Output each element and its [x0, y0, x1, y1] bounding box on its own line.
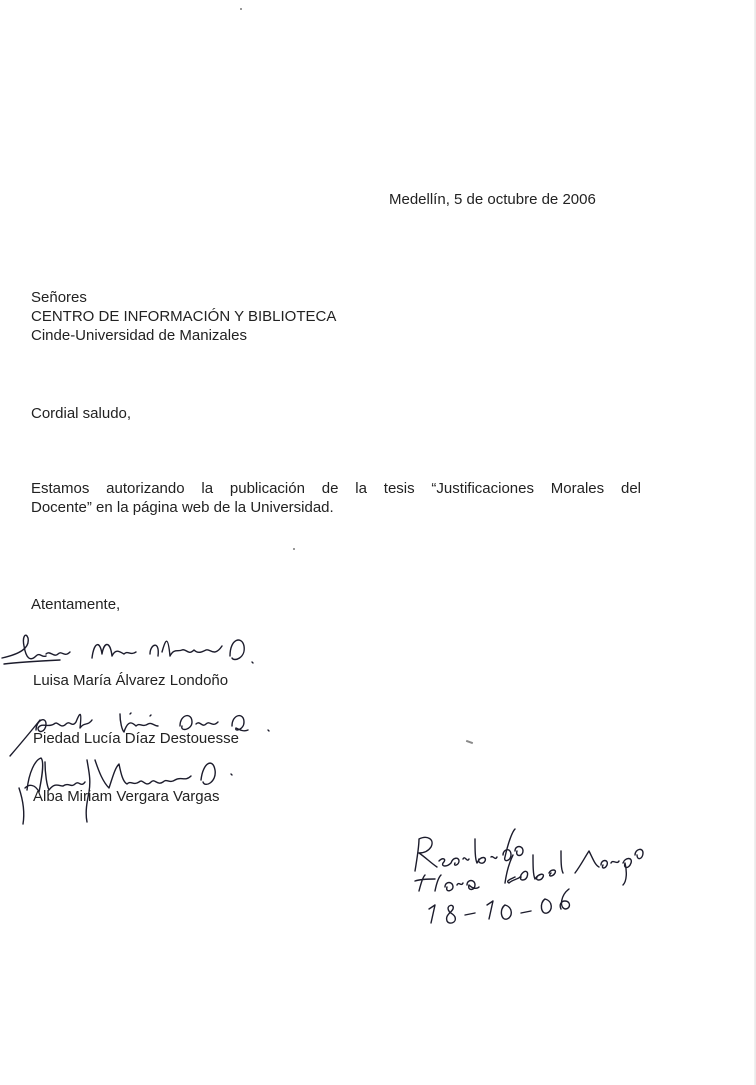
signature-luisa — [0, 628, 270, 676]
signatory-name: Piedad Lucía Díaz Destouesse — [33, 730, 239, 747]
received-handwritten-note — [405, 825, 650, 935]
recipient-institution: Cinde-Universidad de Manizales — [31, 327, 247, 344]
letter-closing: Atentamente, — [31, 596, 121, 613]
signatory-name: Alba Miriam Vergara Vargas — [33, 788, 220, 805]
letter-body-line: Estamos autorizando la publicación de la tesis “Justificaciones Morales del — [31, 480, 641, 497]
letter-body-line: Docente” en la página web de la Universidad. — [31, 499, 334, 516]
signatory-name: Luisa María Álvarez Londoño — [33, 672, 229, 689]
scan-speck — [466, 740, 473, 744]
scan-speck — [240, 8, 242, 10]
letter-greeting: Cordial saludo, — [31, 405, 132, 422]
letter-date: Medellín, 5 de octubre de 2006 — [389, 191, 596, 208]
recipient-organization: CENTRO DE INFORMACIÓN Y BIBLIOTECA — [31, 308, 337, 325]
scan-speck — [293, 548, 295, 550]
letter-body — [31, 479, 641, 517]
recipient-block — [31, 288, 336, 345]
recipient-title: Señores — [31, 289, 87, 306]
